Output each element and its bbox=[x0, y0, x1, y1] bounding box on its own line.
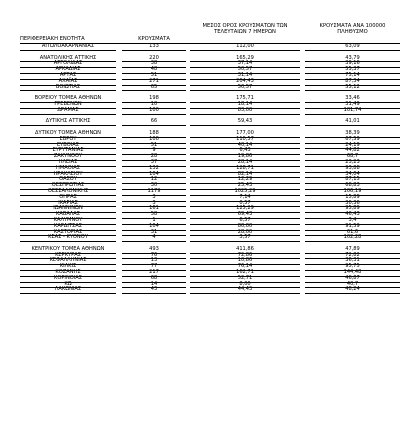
avg7-cell: 19,86 bbox=[190, 154, 300, 161]
cases-cell: 271 bbox=[122, 79, 186, 86]
region-cell: ΔΥΤΙΚΗΣ ΑΤΤΙΚΗΣ bbox=[20, 119, 116, 126]
avg7-cell: 80,00 bbox=[190, 224, 300, 231]
avg7-cell: 69,43 bbox=[190, 212, 300, 219]
avg7-cell: 162,71 bbox=[190, 270, 300, 277]
per100k-cell: 63,09 bbox=[305, 44, 400, 51]
per100k-cell: 101,74 bbox=[305, 108, 400, 115]
cases-cell: 100 bbox=[122, 137, 186, 144]
cases-cell: 217 bbox=[122, 270, 186, 277]
avg7-cell: 50,57 bbox=[190, 67, 300, 74]
per100k-cell: 3,4 bbox=[305, 218, 400, 225]
avg7-cell: 25,43 bbox=[190, 183, 300, 190]
cases-cell: 66 bbox=[122, 119, 186, 126]
per100k-cell: 38,39 bbox=[305, 131, 400, 138]
avg7-cell: 10,86 bbox=[190, 258, 300, 265]
cases-table bbox=[20, 44, 400, 293]
region-cell: ΘΕΣΣΑΛΟΝΙΚΗΣ bbox=[20, 189, 116, 196]
avg7-cell: 1025,29 bbox=[190, 189, 300, 196]
avg7-cell: 411,86 bbox=[190, 247, 300, 254]
per100k-cell: 144,48 bbox=[305, 270, 400, 277]
cases-cell: 161 bbox=[122, 206, 186, 213]
cases-cell: 14 bbox=[122, 282, 186, 289]
per100k-cell: 34,04 bbox=[305, 172, 400, 179]
cases-cell: 38 bbox=[122, 61, 186, 68]
per100k-cell: 31,49 bbox=[305, 102, 400, 109]
cases-cell: 198 bbox=[122, 96, 186, 103]
cases-cell: 1179 bbox=[122, 189, 186, 196]
avg7-cell: 52,71 bbox=[190, 276, 300, 283]
region-cell: ΚΕΡΚΥΡΑΣ bbox=[20, 253, 116, 260]
region-cell: ΛΑΚΩΝΙΑΣ bbox=[20, 287, 116, 294]
region-cell: ΙΚΑΡΙΑΣ bbox=[20, 201, 116, 208]
header-cases: ΚΡΟΥΣΜΑΤΑ bbox=[138, 36, 170, 42]
per100k-cell: 93,88 bbox=[305, 166, 400, 173]
avg7-cell: 83,00 bbox=[190, 108, 300, 115]
region-cell: ΒΟΡΕΙΟΥ ΤΟΜΕΑ ΑΘΗΝΩΝ bbox=[20, 96, 116, 103]
per100k-cell: 43,79 bbox=[305, 56, 400, 63]
per100k-cell: 44,82 bbox=[305, 148, 400, 155]
per100k-cell: 55,12 bbox=[305, 85, 400, 92]
region-cell: ΑΡΚΑΔΙΑΣ bbox=[20, 67, 116, 74]
per100k-cell: 87,15 bbox=[305, 177, 400, 184]
cases-cell: 12 bbox=[122, 177, 186, 184]
region-cell: ΑΙΤΩΛΟΑΚΑΡΝΑΝΙΑΣ bbox=[20, 44, 116, 51]
cases-cell: 48 bbox=[122, 67, 186, 74]
cases-cell: 30 bbox=[122, 183, 186, 190]
avg7-cell: 204,43 bbox=[190, 79, 300, 86]
cases-cell: 76 bbox=[122, 253, 186, 260]
per100k-cell: 46,87 bbox=[305, 276, 400, 283]
cases-cell: 51 bbox=[122, 143, 186, 150]
region-cell: ΑΧΑΪΑΣ bbox=[20, 79, 116, 86]
per100k-cell: 39,16 bbox=[305, 61, 400, 68]
per100k-cell: 48,24 bbox=[305, 287, 400, 294]
avg7-cell: 0,57 bbox=[190, 201, 300, 208]
region-cell: ΚΑΡΔΙΤΣΑΣ bbox=[20, 224, 116, 231]
cases-cell: 28 bbox=[122, 154, 186, 161]
per100k-cell: 91,59 bbox=[305, 224, 400, 231]
region-cell: ΚΑΣΤΟΡΙΑΣ bbox=[20, 230, 116, 237]
header-per100k: ΚΡΟΥΣΜΑΤΑ ΑΝΑ 100000 ΠΛΗΘΥΣΜΟ bbox=[319, 23, 386, 35]
cases-cell: 104 bbox=[122, 172, 186, 179]
per100k-cell: 41,01 bbox=[305, 119, 400, 126]
avg7-cell: 112,00 bbox=[190, 44, 300, 51]
avg7-cell: 31,14 bbox=[190, 73, 300, 80]
avg7-cell: 40,14 bbox=[190, 143, 300, 150]
avg7-cell: 76,14 bbox=[190, 264, 300, 271]
cases-cell: 43 bbox=[122, 287, 186, 294]
cases-cell: 188 bbox=[122, 131, 186, 138]
region-cell: ΓΡΕΒΕΝΩΝ bbox=[20, 102, 116, 109]
per100k-cell: 15,89 bbox=[305, 195, 400, 202]
avg7-cell: 8,00 bbox=[190, 282, 300, 289]
region-cell: ΑΡΤΑΣ bbox=[20, 73, 116, 80]
cases-cell: 1 bbox=[122, 218, 186, 225]
region-cell: ΔΥΤΙΚΟΥ ΤΟΜΕΑ ΑΘΗΝΩΝ bbox=[20, 131, 116, 138]
per100k-cell: 95,89 bbox=[305, 206, 400, 213]
per100k-cell: 72,82 bbox=[305, 253, 400, 260]
region-cell: ΚΑΛΥΜΝΟΥ bbox=[20, 218, 116, 225]
region-cell: ΕΒΡΟΥ bbox=[20, 137, 116, 144]
avg7-cell: 7,14 bbox=[190, 195, 300, 202]
avg7-cell: 125,29 bbox=[190, 206, 300, 213]
per100k-cell: 40,7 bbox=[305, 282, 400, 289]
avg7-cell: 6,43 bbox=[190, 148, 300, 155]
avg7-cell: 37,14 bbox=[190, 61, 300, 68]
avg7-cell: 18,14 bbox=[190, 102, 300, 109]
cases-cell: 493 bbox=[122, 247, 186, 254]
avg7-cell: 165,29 bbox=[190, 56, 300, 63]
avg7-cell: 3,57 bbox=[190, 235, 300, 242]
avg7-cell: 82,14 bbox=[190, 172, 300, 179]
region-cell: ΑΡΓΟΛΙΔΑΣ bbox=[20, 61, 116, 68]
per100k-cell: 23,23 bbox=[305, 160, 400, 167]
cases-cell: 13 bbox=[122, 258, 186, 265]
per100k-cell: 68,7 bbox=[305, 154, 400, 161]
avg7-cell: 128,71 bbox=[190, 166, 300, 173]
region-cell: ΕΥΡΥΤΑΝΙΑΣ bbox=[20, 148, 116, 155]
region-cell: ΘΑΣΟΥ bbox=[20, 177, 116, 184]
cases-cell: 51 bbox=[122, 73, 186, 80]
cases-cell: 132 bbox=[122, 166, 186, 173]
region-cell: ΕΥΒΟΙΑΣ bbox=[20, 143, 116, 150]
avg7-cell: 177,00 bbox=[190, 131, 300, 138]
cases-cell: 9 bbox=[122, 148, 186, 155]
avg7-cell: 175,71 bbox=[190, 96, 300, 103]
region-cell: ΚΟΖΑΝΗΣ bbox=[20, 270, 116, 277]
cases-cell: 100 bbox=[122, 108, 186, 115]
region-cell: ΚΕΑΣ - ΚΥΘΝΟΥ bbox=[20, 235, 116, 242]
table-row bbox=[20, 287, 400, 293]
region-cell: ΙΩΑΝΝΙΝΩΝ bbox=[20, 206, 116, 213]
cases-cell: 3 bbox=[122, 201, 186, 208]
cases-cell: 133 bbox=[122, 44, 186, 51]
region-cell: ΗΜΑΘΙΑΣ bbox=[20, 166, 116, 173]
region-cell: ΗΛΕΙΑΣ bbox=[20, 160, 116, 167]
region-cell: ΖΑΚΥΝΘΟΥ bbox=[20, 154, 116, 161]
per100k-cell: 106,19 bbox=[305, 189, 400, 196]
cases-cell: 10 bbox=[122, 102, 186, 109]
per100k-cell: 102,28 bbox=[305, 235, 400, 242]
avg7-cell: 50,57 bbox=[190, 85, 300, 92]
avg7-cell: 28,14 bbox=[190, 160, 300, 167]
per100k-cell: 67,59 bbox=[305, 137, 400, 144]
per100k-cell: 46,43 bbox=[305, 212, 400, 219]
region-cell: ΚΑΒΑΛΑΣ bbox=[20, 212, 116, 219]
per100k-cell: 87,34 bbox=[305, 79, 400, 86]
region-cell: ΚΩ bbox=[20, 282, 116, 289]
cases-cell: 58 bbox=[122, 212, 186, 219]
region-cell: ΚΙΛΚΙΣ bbox=[20, 264, 116, 271]
cases-cell: 65 bbox=[122, 85, 186, 92]
avg7-cell: 59,43 bbox=[190, 119, 300, 126]
per100k-cell: 68,83 bbox=[305, 183, 400, 190]
region-cell: ΚΕΝΤΡΙΚΟΥ ΤΟΜΕΑ ΑΘΗΝΩΝ bbox=[20, 247, 116, 254]
cases-cell: 68 bbox=[122, 276, 186, 283]
cases-cell: 220 bbox=[122, 56, 186, 63]
cases-cell: 4 bbox=[122, 235, 186, 242]
region-cell: ΚΕΦΑΛΛΗΝΙΑΣ bbox=[20, 258, 116, 265]
region-cell: ΒΟΙΩΤΙΑΣ bbox=[20, 85, 116, 92]
per100k-cell: 36,31 bbox=[305, 258, 400, 265]
per100k-cell: 33,46 bbox=[305, 96, 400, 103]
cases-cell: 104 bbox=[122, 224, 186, 231]
cases-cell: 37 bbox=[122, 160, 186, 167]
per100k-cell: 61,6 bbox=[305, 230, 400, 237]
region-cell: ΘΕΣΠΡΩΤΙΑΣ bbox=[20, 183, 116, 190]
cases-cell: 3 bbox=[122, 195, 186, 202]
avg7-cell: 28,00 bbox=[190, 230, 300, 237]
per100k-cell: 55,37 bbox=[305, 67, 400, 74]
per100k-cell: 75,14 bbox=[305, 73, 400, 80]
avg7-cell: 72,86 bbox=[190, 253, 300, 260]
region-cell: ΘΗΡΑΣ bbox=[20, 195, 116, 202]
per100k-cell: 24,19 bbox=[305, 143, 400, 150]
header-region: ΠΕΡΙΦΕΡΕΙΑΚΗ ΕΝΟΤΗΤΑ bbox=[20, 36, 85, 42]
avg7-cell: 6,57 bbox=[190, 218, 300, 225]
region-cell: ΑΝΑΤΟΛΙΚΗΣ ΑΤΤΙΚΗΣ bbox=[20, 56, 116, 63]
header-avg7: ΜΕΣΟΣ ΟΡΟΣ ΚΡΟΥΣΜΑΤΩΝ ΤΩΝ ΤΕΛΕΥΤΑΙΩΝ 7 ΗΜΕΡΩΝ bbox=[202, 23, 288, 35]
avg7-cell: 12,29 bbox=[190, 177, 300, 184]
per100k-cell: 95,75 bbox=[305, 264, 400, 271]
region-cell: ΗΡΑΚΛΕΙΟΥ bbox=[20, 172, 116, 179]
avg7-cell: 44,43 bbox=[190, 287, 300, 294]
cases-cell: 77 bbox=[122, 264, 186, 271]
cases-cell: 31 bbox=[122, 230, 186, 237]
per100k-cell: 30,36 bbox=[305, 201, 400, 208]
per100k-cell: 47,89 bbox=[305, 247, 400, 254]
region-cell: ΚΟΡΙΝΘΙΑΣ bbox=[20, 276, 116, 283]
avg7-cell: 110,57 bbox=[190, 137, 300, 144]
region-cell: ΔΡΑΜΑΣ bbox=[20, 108, 116, 115]
